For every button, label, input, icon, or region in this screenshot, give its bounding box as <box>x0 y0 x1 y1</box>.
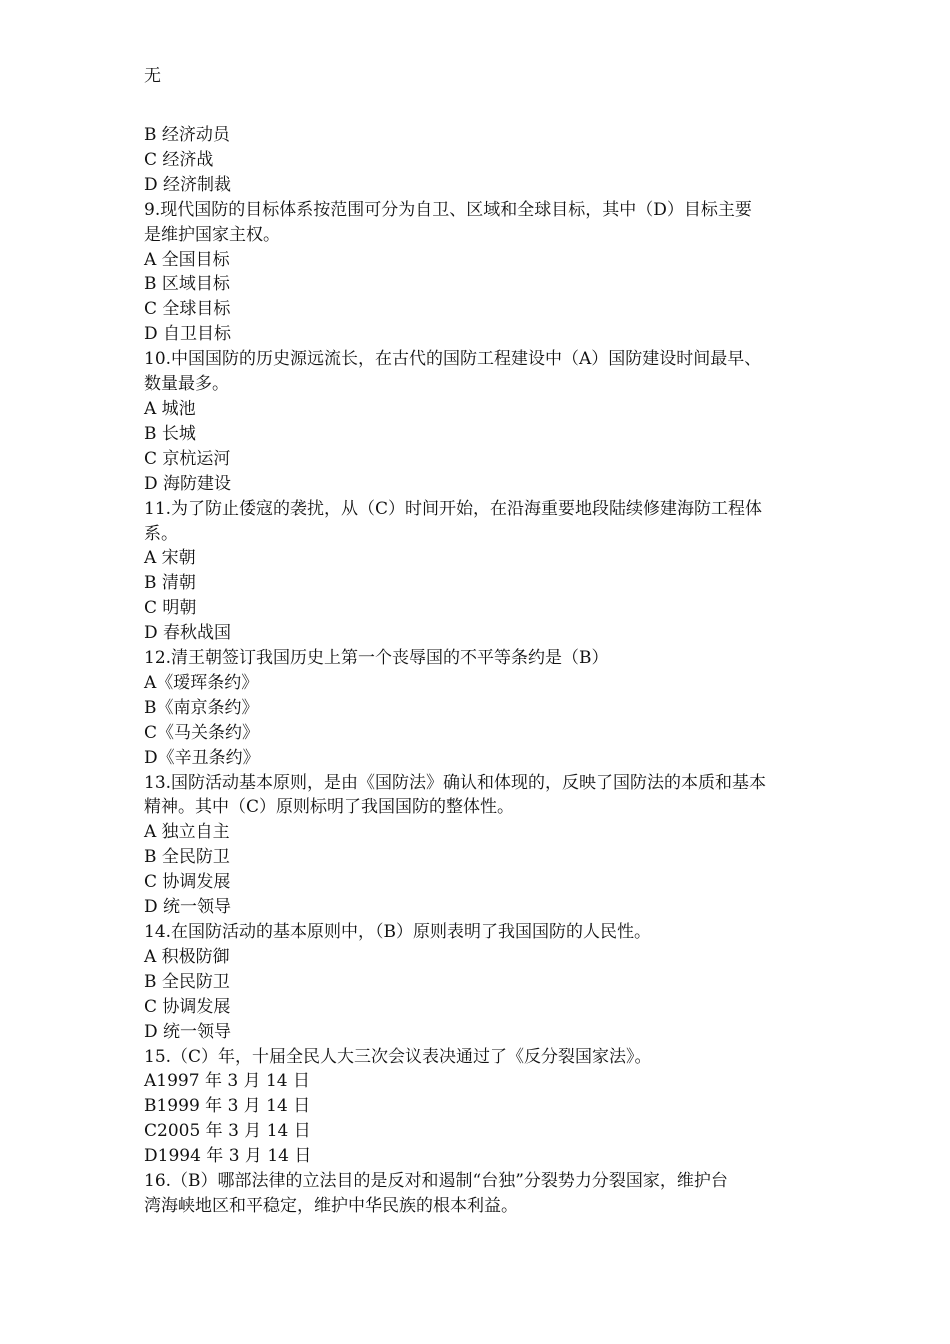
text-line: D 经济制裁 <box>144 174 232 195</box>
option-line: D 海防建设 <box>144 473 232 494</box>
option-line: A 城池 <box>144 398 196 419</box>
option-line: C2005 年 3 月 14 日 <box>144 1121 311 1142</box>
option-line: B 清朝 <box>144 573 196 594</box>
question-11-text: 11.为了防止倭寇的袭扰，从（C）时间开始，在沿海重要地段陆续修建海防工程体 <box>144 498 763 519</box>
option-line: C《马关条约》 <box>144 722 260 743</box>
option-line: A 全国目标 <box>144 249 230 270</box>
option-line: B 区域目标 <box>144 274 230 295</box>
document-body <box>144 123 814 1219</box>
text-line: C 经济战 <box>144 149 214 170</box>
header-text: 无 <box>144 66 161 86</box>
question-10-text: 10.中国国防的历史源远流长，在古代的国防工程建设中（A）国防建设时间最早、 <box>144 349 762 370</box>
option-line: D1994 年 3 月 14 日 <box>144 1146 312 1167</box>
question-14-text: 14.在国防活动的基本原则中，（B）原则表明了我国国防的人民性。 <box>144 922 652 942</box>
question-11-text-cont: 系。 <box>144 523 178 544</box>
option-line: A《瑷珲条约》 <box>144 672 259 693</box>
option-line: D 自卫目标 <box>144 324 232 345</box>
option-line: C 协调发展 <box>144 872 231 893</box>
question-13-text-cont: 精神。其中（C）原则标明了我国国防的整体性。 <box>144 797 515 818</box>
option-line: C 协调发展 <box>144 996 231 1017</box>
option-line: D《辛丑条约》 <box>144 747 260 768</box>
option-line: B《南京条约》 <box>144 697 259 718</box>
question-9-text-cont: 是维护国家主权。 <box>144 224 280 245</box>
question-12-text: 12.清王朝签订我国历史上第一个丧辱国的不平等条约是（B） <box>144 648 609 669</box>
option-line: D 统一领导 <box>144 897 232 918</box>
option-line: A 宋朝 <box>144 548 196 569</box>
option-line: D 统一领导 <box>144 1021 232 1042</box>
option-line: D 春秋战国 <box>144 623 232 644</box>
option-line: B 全民防卫 <box>144 971 230 992</box>
question-16-text-cont: 湾海峡地区和平稳定，维护中华民族的根本利益。 <box>144 1195 518 1216</box>
question-10-text-cont: 数量最多。 <box>144 374 229 395</box>
option-line: B 长城 <box>144 423 196 444</box>
question-16-text: 16.（B）哪部法律的立法目的是反对和遏制“台独”分裂势力分裂国家，维护台 <box>144 1171 728 1192</box>
option-line: A1997 年 3 月 14 日 <box>144 1071 311 1092</box>
question-15-text: 15.（C）年，十届全民人大三次会议表决通过了《反分裂国家法》。 <box>144 1046 652 1067</box>
question-9-text: 9.现代国防的目标体系按范围可分为自卫、区域和全球目标，其中（D）目标主要 <box>144 199 752 220</box>
text-line: B 经济动员 <box>144 125 230 145</box>
option-line: A 积极防御 <box>144 946 230 967</box>
option-line: C 全球目标 <box>144 299 231 320</box>
option-line: A 独立自主 <box>144 822 230 843</box>
option-line: C 京杭运河 <box>144 448 231 469</box>
option-line: C 明朝 <box>144 598 197 619</box>
question-13-text: 13.国防活动基本原则，是由《国防法》确认和体现的，反映了国防法的本质和基本 <box>144 772 767 793</box>
option-line: B1999 年 3 月 14 日 <box>144 1096 311 1117</box>
option-line: B 全民防卫 <box>144 847 230 868</box>
